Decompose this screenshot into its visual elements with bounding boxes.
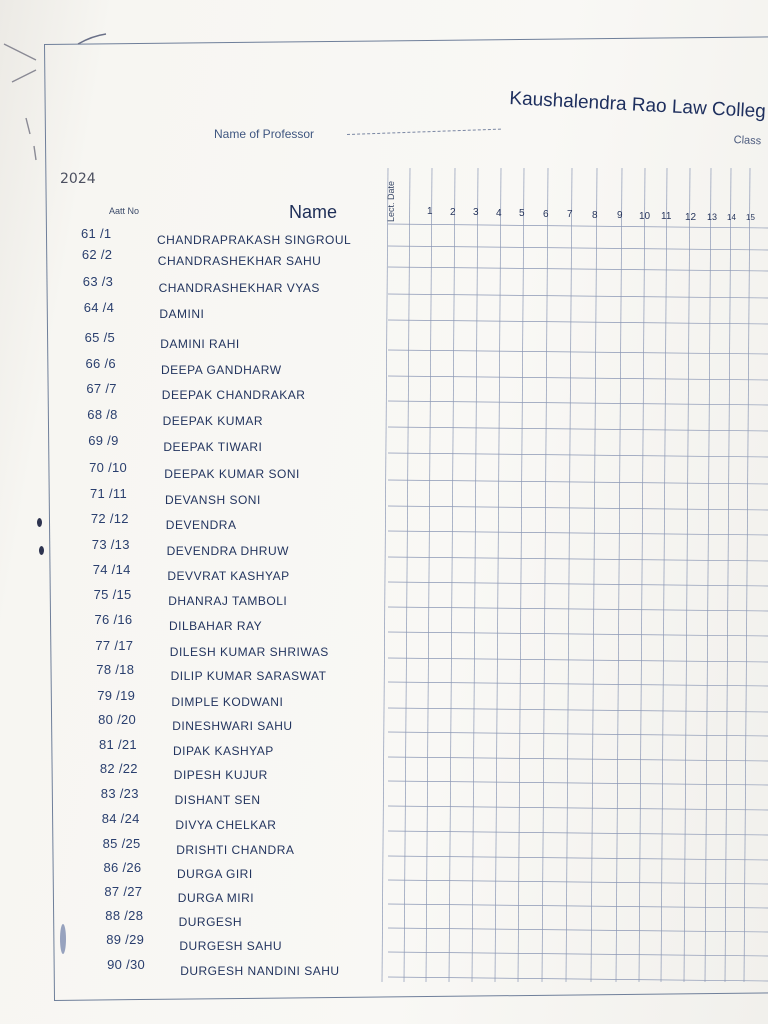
roll-number: 69 /9 — [88, 433, 119, 448]
lecture-column-10: 10 — [639, 210, 651, 222]
student-name: DAMINI RAHI — [160, 337, 240, 351]
roll-number: 64 /4 — [83, 300, 115, 315]
student-name: DILBAHAR RAY — [169, 619, 263, 633]
student-name: DEVVRAT KASHYAP — [167, 569, 290, 583]
student-name: DURGESH NANDINI SAHU — [180, 964, 340, 978]
student-name: DRISHTI CHANDRA — [176, 843, 295, 857]
student-name: DIPAK KASHYAP — [173, 744, 274, 758]
ink-mark — [37, 518, 42, 527]
roll-number: 62 /2 — [81, 247, 113, 262]
student-name: DEVANSH SONI — [165, 493, 261, 507]
lecture-column-5: 5 — [519, 208, 525, 219]
student-name: DEVENDRA — [165, 518, 237, 532]
roll-number: 66 /6 — [85, 356, 116, 371]
lect-date-header: Lect. Date — [386, 180, 396, 222]
student-name: DEEPA GANDHARW — [161, 363, 282, 377]
lecture-column-15: 15 — [746, 213, 755, 222]
student-name: CHANDRASHEKHAR VYAS — [158, 281, 320, 295]
lecture-column-1: 1 — [427, 206, 433, 217]
roll-number: 61 /1 — [81, 226, 112, 241]
student-name: DURGA MIRI — [177, 891, 255, 905]
class-label: Class — [733, 134, 762, 148]
roll-number: 67 /7 — [86, 381, 117, 396]
roll-number: 90 /30 — [107, 957, 146, 972]
student-name: DIMPLE KODWANI — [171, 695, 284, 709]
student-name: DEEPAK KUMAR — [162, 414, 264, 428]
student-name: CHANDRASHEKHAR SAHU — [157, 254, 322, 268]
lecture-column-13: 13 — [707, 212, 718, 222]
student-name: DEVENDRA DHRUW — [166, 544, 289, 558]
student-name: DEEPAK KUMAR SONI — [164, 467, 300, 481]
roll-number: 65 /5 — [84, 330, 116, 345]
college-name: Kaushalendra Rao Law Colleg — [508, 88, 767, 123]
student-name: DURGA GIRI — [177, 867, 253, 881]
att-no-header: Aatt No — [109, 206, 140, 216]
year-label: 2024 — [60, 171, 96, 187]
roll-number: 78 /18 — [96, 662, 135, 677]
roll-number: 86 /26 — [103, 860, 142, 875]
roll-number: 81 /21 — [99, 737, 137, 752]
student-name: DURGESH SAHU — [179, 939, 283, 953]
roll-number: 77 /17 — [95, 638, 134, 653]
lecture-column-14: 14 — [727, 212, 736, 222]
roll-number: 83 /23 — [100, 786, 139, 801]
lecture-column-7: 7 — [567, 209, 573, 220]
roll-number: 76 /16 — [94, 612, 133, 627]
ink-mark — [60, 924, 66, 954]
roll-number: 88 /28 — [105, 908, 144, 923]
roll-number: 84 /24 — [101, 811, 140, 826]
lecture-column-2: 2 — [450, 206, 456, 218]
student-name: DILIP KUMAR SARASWAT — [170, 669, 327, 683]
roll-number: 87 /27 — [104, 884, 143, 899]
student-name: DIPESH KUJUR — [173, 768, 268, 782]
student-name: DILESH KUMAR SHRIWAS — [169, 645, 329, 659]
lecture-column-9: 9 — [617, 210, 623, 221]
student-name: DEEPAK TIWARI — [163, 440, 263, 454]
student-name: DEEPAK CHANDRAKAR — [161, 388, 306, 402]
name-header: Name — [289, 202, 338, 222]
roll-number: 73 /13 — [91, 537, 130, 552]
roll-number: 89 /29 — [106, 932, 145, 947]
student-name: DINESHWARI SAHU — [172, 719, 293, 733]
roll-number: 71 /11 — [90, 486, 127, 501]
lecture-column-8: 8 — [592, 209, 598, 221]
roll-number: 63 /3 — [82, 274, 114, 289]
roll-number: 79 /19 — [97, 688, 136, 703]
roll-number: 70 /10 — [89, 460, 128, 475]
student-name: DHANRAJ TAMBOLI — [168, 594, 288, 608]
lecture-column-3: 3 — [473, 207, 479, 218]
roll-number: 82 /22 — [99, 761, 138, 776]
lecture-column-4: 4 — [496, 207, 502, 219]
roll-number: 72 /12 — [90, 511, 129, 526]
roll-number: 68 /8 — [87, 407, 118, 422]
lecture-column-11: 11 — [661, 211, 672, 222]
student-name: DISHANT SEN — [174, 793, 261, 807]
student-name: CHANDRAPRAKASH SINGROUL — [157, 233, 352, 247]
student-name: DURGESH — [178, 915, 243, 929]
roll-number: 85 /25 — [102, 836, 141, 851]
lecture-column-12: 12 — [685, 211, 697, 223]
student-name: DAMINI — [159, 307, 205, 321]
roll-number: 74 /14 — [92, 562, 131, 577]
professor-label: Name of Professor — [214, 127, 315, 141]
ink-mark — [39, 546, 44, 555]
student-name: DIVYA CHELKAR — [175, 818, 277, 832]
lecture-column-6: 6 — [543, 208, 549, 220]
roll-number: 75 /15 — [93, 587, 132, 602]
roll-number: 80 /20 — [98, 712, 137, 727]
